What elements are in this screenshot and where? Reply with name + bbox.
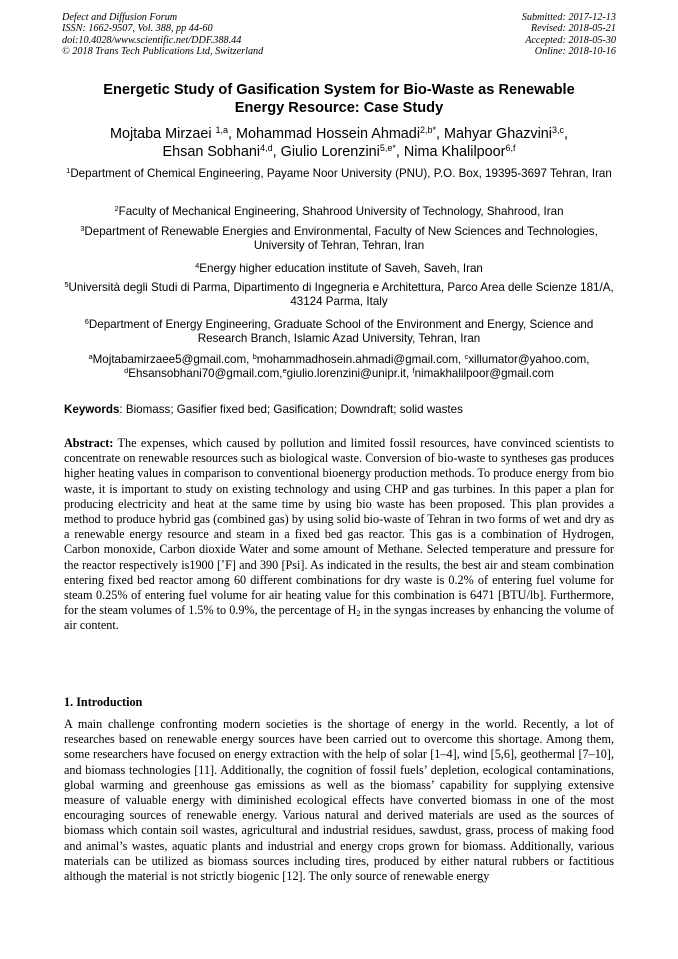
author-name: Mahyar Ghazvini [444, 126, 553, 142]
online-date: Online: 2018-10-16 [534, 46, 616, 58]
author-affil-mark: 2,b* [420, 125, 437, 135]
author-affil-mark: 3,c [552, 125, 565, 135]
affiliation-number: 1 [66, 166, 71, 175]
abstract-subscript: 2 [356, 609, 361, 619]
affiliation-number: 5 [64, 280, 69, 289]
author-name: Mohammad Hossein Ahmadi [236, 126, 421, 142]
copyright: © 2018 Trans Tech Publications Ltd, Switzerland [62, 46, 264, 58]
affiliation-text: Department of Renewable Energies and Environmental, Faculty of New Sciences and Technologies, University of Tehran, Tehran, Iran [84, 225, 598, 253]
email-address[interactable]: mohammadhosein.ahmadi@gmail.com, [256, 353, 465, 366]
email-mark: d [124, 366, 129, 376]
author-line-1 [40, 125, 638, 143]
author-separator: , [272, 144, 281, 160]
affiliation-number: 4 [195, 261, 200, 270]
author-name: Nima Khalilpoor [403, 144, 506, 160]
author-name: Ehsan Sobhani [162, 144, 261, 160]
email-mark: c [464, 352, 469, 361]
affiliation-text: Università degli Studi di Parma, Dipartimento di Ingegneria e Architettura, Parco Area delle Scienze 181/A, 43124 Parma, Italy [68, 281, 614, 309]
abstract-text-end: in the syngas increases by enhancing the volume of air content. [64, 603, 615, 633]
title-line-1: Energetic Study of Gasification System for Bio-Waste as Renewable [103, 82, 575, 98]
affiliation-text: Department of Chemical Engineering, Payame Noor University (PNU), P.O. Box, 19395-3697 Tehran, Iran [70, 167, 612, 180]
affiliation-text: Department of Energy Engineering, Graduate School of the Environment and Energy, Science and Research Branch, Islamic Azad University, Tehran, Iran [88, 318, 594, 346]
title-line-2: Energy Resource: Case Study [234, 100, 444, 117]
revised-date: Revised: 2018-05-21 [530, 23, 616, 35]
affiliation [64, 205, 614, 219]
introduction-paragraph: A main challenge confronting modern societies is the shortage of energy in the world. Recently, a lot of researches based on renewable energy sources have been carried out to overcome this shortage. Among them, some researchers have focused on energy extraction with the help of solar [1–4], wind [5,6], geothermal [7–10], and biomass technologies [11]. Additionally, the cognition of fossil fuels’ depletion, ecological contaminations, global warming and greenhouse gas emissions as well as the biomass’ capability for supplying extensive measure of valuable energy with diminished ecological effects have converted biomass in one of the most encouraging sources of renewable energy. Various natural and derived materials are used as the sources of biomass which contain soil wastes, agricultural and industrial residues, sawdust, grass, process of making food and animal’s wastes, aquatic plants and industrial and energy crops grown for biomass. Additionally, various materials can be utilized as biomass sources including tires, produced by either natural rubbers or factitious although the material is not strictly biogenic [12]. The only source of renewable energy [64, 717, 614, 884]
author-separator: , [564, 126, 569, 142]
email-address[interactable]: nimakhalilpoor@gmail.com [414, 367, 554, 381]
email-line-1 [60, 353, 618, 367]
affiliation [64, 225, 614, 254]
email-address[interactable]: giulio.lorenzini@unipr.it, [286, 367, 413, 381]
affiliation-text: Energy higher education institute of Saveh, Saveh, Iran [199, 262, 483, 275]
affiliation [64, 262, 614, 276]
affiliation [64, 281, 614, 310]
abstract-text: The expenses, which caused by pollution and limited fossil resources, have convinced scientists to concentrate on renewable resources such as biological waste. Conversion of bio-waste to syntheses gas produces higher heating values in comparison to conventional bioenergy production methods. To produce energy from bio waste, it is important to study on existing technology and using CHP and gas turbines. In this paper a plan for producing electricity and heat at the same time by using bio waste has been proposed. This plan provides a method to produce hybrid gas (combined gas) by using solid bio-waste of Tehran in two forms of wet and dry as a renewable energy resource and steam in a fixed bed gas reactor. This gas is a combination of Hydrogen, Carbon monoxide, Carbon dioxide Water and some amount of Methane. Selected temperature and pressure for the reactor respectively is1900 [˚F] and 390 [Psi]. As indicated in the results, the best air and steam combination entering fixed bed reactor among 60 different combinations for dry waste is 0.2% of entering fuel volume for steam 0.25% of entering fuel volume for air heating value for this combination is 6471 [BTU/lb]. Furthermore, for the steam volumes of 1.5% to 0.9%, the percentage of H [64, 436, 614, 618]
email-address[interactable]: xillumator@yahoo.com, [468, 353, 590, 366]
keywords [64, 403, 614, 417]
journal-name: Defect and Diffusion Forum [62, 12, 178, 23]
author-affil-mark: 5,e* [379, 143, 396, 153]
author-separator: , [228, 126, 237, 142]
affiliation-number: 6 [84, 317, 89, 326]
submitted-date: Submitted: 2017-12-13 [521, 12, 616, 23]
keywords-label: Keywords [64, 403, 120, 416]
keywords-text: : Biomass; Gasifier fixed bed; Gasification; Downdraft; solid wastes [119, 403, 463, 416]
publication-dates [522, 12, 616, 58]
issn: ISSN: 1662-9507, Vol. 388, pp 44-60 [62, 23, 213, 35]
author-affil-mark: 4,d [260, 143, 273, 153]
abstract [64, 436, 614, 634]
author-name: Giulio Lorenzini [280, 144, 380, 160]
email-line-2 [60, 367, 618, 381]
affiliation [64, 318, 614, 347]
email-address[interactable]: Ehsansobhani70@gmail.com, [128, 367, 283, 381]
affiliation-number: 2 [114, 204, 119, 213]
affiliation-text: Faculty of Mechanical Engineering, Shahrood University of Technology, Shahrood, Iran [118, 205, 564, 218]
paper-title [40, 81, 638, 117]
author-separator: , [436, 126, 445, 142]
journal-info [62, 12, 263, 58]
author-emails [60, 353, 618, 382]
accepted-date: Accepted: 2018-05-30 [525, 34, 616, 46]
abstract-label: Abstract: [64, 436, 114, 450]
email-mark: b [252, 352, 257, 361]
author-name: Mojtaba Mirzaei [109, 126, 216, 142]
author-line-2 [40, 143, 638, 161]
author-affil-mark: 6,f [505, 143, 516, 153]
section-heading-introduction: 1. Introduction [64, 695, 143, 709]
email-mark: f [412, 366, 415, 376]
affiliation-number: 3 [80, 224, 85, 233]
email-mark: e [282, 366, 287, 376]
author-list [40, 125, 638, 161]
email-address[interactable]: Mojtabamirzaee5@gmail.com, [92, 353, 253, 366]
author-affil-mark: 1,a [215, 125, 229, 135]
doi: doi:10.4028/www.scientific.net/DDF.388.44 [62, 34, 242, 46]
author-separator: , [395, 144, 404, 160]
email-mark: a [88, 352, 93, 361]
affiliation [64, 167, 614, 181]
